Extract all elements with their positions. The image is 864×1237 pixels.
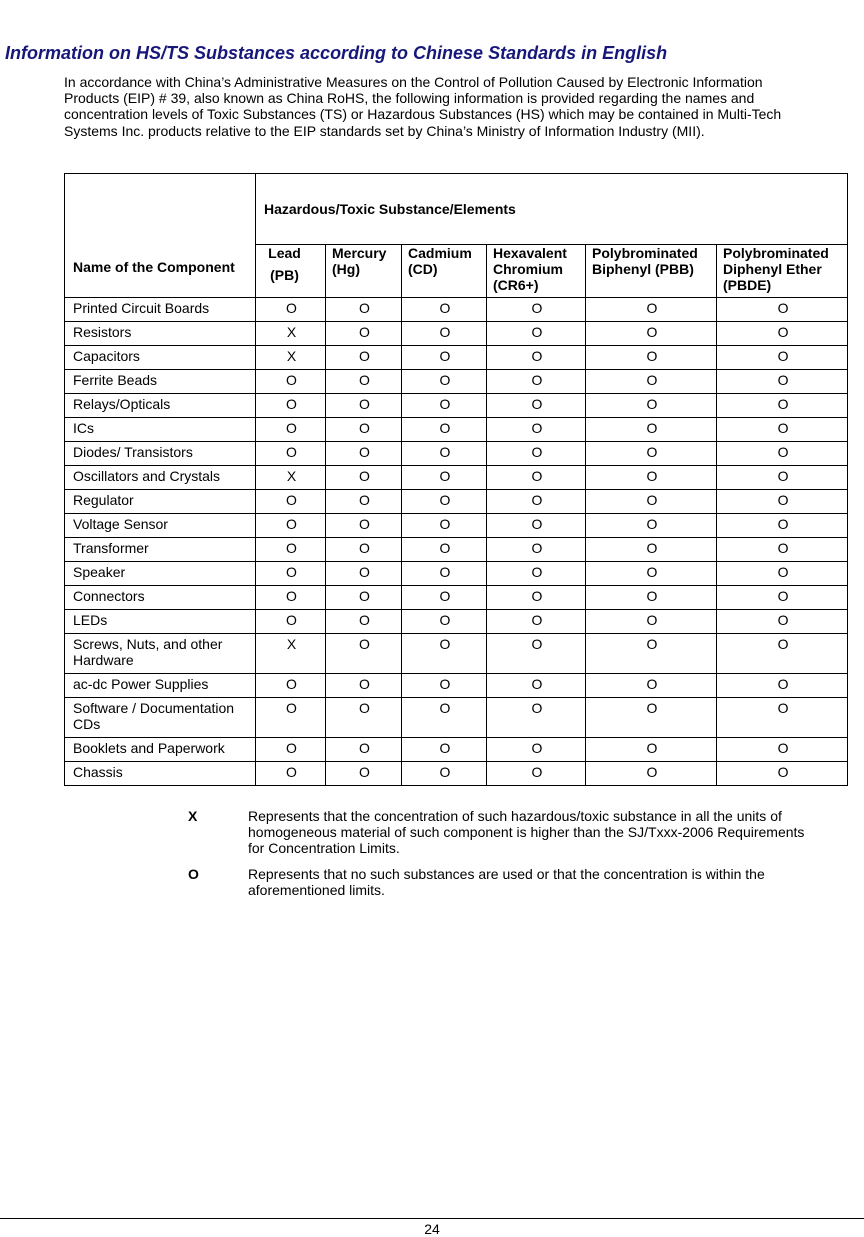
table-row [65, 738, 848, 762]
substance-group-header: Hazardous/Toxic Substance/Elements [256, 174, 848, 245]
table-row [65, 610, 848, 634]
substance-mark: O [402, 738, 487, 762]
substance-mark: O [326, 442, 402, 466]
component-name: Capacitors [65, 346, 256, 370]
component-name: Ferrite Beads [65, 370, 256, 394]
column-header-lead-name: Lead [268, 245, 301, 261]
substance-mark: O [717, 634, 848, 674]
table-row [65, 586, 848, 610]
substance-mark: O [717, 394, 848, 418]
substance-mark: O [402, 370, 487, 394]
intro-paragraph: In accordance with China’s Administrative Measures on the Control of Pollution Caused by Electronic Information Products (EIP) # 39, also known as China RoHS, the following information is provided regarding the names and concentration levels of Toxic Substances (TS) or Hazardous Substances (HS) which may be contained in Multi-Tech Systems Inc. products relative to the EIP standards set by China’s Ministry of Information Industry (MII). [64, 74, 782, 139]
column-header-pbb: Polybrominated Biphenyl (PBB) [586, 245, 717, 298]
substance-mark: O [402, 698, 487, 738]
table-row [65, 562, 848, 586]
substance-mark: O [586, 738, 717, 762]
component-name: Voltage Sensor [65, 514, 256, 538]
substance-mark: O [487, 586, 586, 610]
substance-mark: O [586, 698, 717, 738]
substance-mark: O [487, 674, 586, 698]
legend-symbol: X [188, 808, 198, 824]
substance-mark: O [487, 562, 586, 586]
substance-mark: O [326, 322, 402, 346]
substance-mark: O [326, 634, 402, 674]
substance-mark: O [717, 442, 848, 466]
substance-mark: O [326, 466, 402, 490]
substance-mark: O [586, 674, 717, 698]
substance-mark: O [586, 418, 717, 442]
legend-text: Represents that no such substances are used or that the concentration is within the aforementioned limits. [248, 866, 765, 898]
component-name: Booklets and Paperwork [65, 738, 256, 762]
substance-mark: O [487, 298, 586, 322]
substance-mark: O [487, 346, 586, 370]
substance-mark: O [402, 610, 487, 634]
substance-mark: O [586, 346, 717, 370]
substance-mark: O [402, 538, 487, 562]
substance-mark: O [487, 634, 586, 674]
table-row [65, 370, 848, 394]
substance-mark: O [586, 442, 717, 466]
substance-mark: X [256, 322, 326, 346]
substance-mark: O [586, 586, 717, 610]
substance-mark: O [256, 370, 326, 394]
substance-mark: O [402, 762, 487, 786]
substance-mark: O [326, 586, 402, 610]
substance-mark: O [402, 442, 487, 466]
substance-mark: O [326, 562, 402, 586]
legend-item-o [188, 866, 828, 898]
substance-mark: O [717, 298, 848, 322]
footer-divider [0, 1218, 864, 1219]
table-row [65, 538, 848, 562]
substance-mark: O [326, 674, 402, 698]
substance-mark: O [326, 346, 402, 370]
substance-mark: O [586, 610, 717, 634]
substance-mark: O [326, 490, 402, 514]
table-row [65, 346, 848, 370]
table-row [65, 466, 848, 490]
substance-mark: O [487, 322, 586, 346]
substance-mark: O [256, 562, 326, 586]
substance-mark: O [717, 698, 848, 738]
component-name: ac-dc Power Supplies [65, 674, 256, 698]
substance-mark: O [717, 346, 848, 370]
column-header-pbde: Polybrominated Diphenyl Ether (PBDE) [717, 245, 848, 298]
substance-mark: O [326, 538, 402, 562]
substance-mark: O [402, 562, 487, 586]
component-name: LEDs [65, 610, 256, 634]
substance-mark: O [487, 538, 586, 562]
substance-mark: O [402, 514, 487, 538]
column-header-lead-symbol: (PB) [270, 267, 299, 283]
substance-mark: O [256, 610, 326, 634]
substance-mark: O [487, 418, 586, 442]
substance-mark: O [487, 738, 586, 762]
substance-mark: O [717, 490, 848, 514]
substance-mark: O [256, 442, 326, 466]
table-row [65, 418, 848, 442]
substance-mark: O [717, 610, 848, 634]
component-header: Name of the Component [65, 174, 256, 298]
component-name: Software / Documentation CDs [65, 698, 256, 738]
substance-mark: O [487, 610, 586, 634]
table-row [65, 298, 848, 322]
component-name: ICs [65, 418, 256, 442]
substance-mark: O [326, 610, 402, 634]
component-name: Connectors [65, 586, 256, 610]
substance-mark: O [586, 514, 717, 538]
substance-mark: O [717, 586, 848, 610]
substance-mark: O [256, 674, 326, 698]
substance-mark: O [326, 698, 402, 738]
page-heading: Information on HS/TS Substances according to Chinese Standards in English [5, 43, 668, 63]
substance-mark: O [586, 394, 717, 418]
substance-mark: O [487, 514, 586, 538]
substance-mark: O [402, 466, 487, 490]
substance-mark: O [256, 698, 326, 738]
substance-mark: O [326, 394, 402, 418]
component-name: Screws, Nuts, and other Hardware [65, 634, 256, 674]
substance-mark: O [717, 762, 848, 786]
column-header-hexavalent-chromium: Hexavalent Chromium (CR6+) [487, 245, 586, 298]
substance-mark: O [256, 490, 326, 514]
substance-mark: O [717, 562, 848, 586]
component-name: Speaker [65, 562, 256, 586]
table-row [65, 698, 848, 738]
substance-mark: O [487, 442, 586, 466]
table-row [65, 514, 848, 538]
substance-mark: O [256, 394, 326, 418]
substance-mark: O [487, 490, 586, 514]
substance-mark: O [717, 674, 848, 698]
substance-mark: O [256, 738, 326, 762]
substance-mark: O [402, 346, 487, 370]
component-name: Printed Circuit Boards [65, 298, 256, 322]
substance-mark: O [256, 586, 326, 610]
column-header-mercury: Mercury (Hg) [326, 245, 402, 298]
table-row [65, 442, 848, 466]
substance-mark: O [487, 370, 586, 394]
substance-mark: O [586, 762, 717, 786]
substance-mark: O [256, 298, 326, 322]
substance-mark: X [256, 346, 326, 370]
column-header-lead [256, 245, 326, 298]
substance-mark: O [402, 298, 487, 322]
table-row [65, 762, 848, 786]
component-name: Transformer [65, 538, 256, 562]
substance-mark: O [717, 538, 848, 562]
substance-mark: O [402, 586, 487, 610]
page-number: 24 [424, 1221, 440, 1237]
substance-mark: O [326, 762, 402, 786]
substance-mark: O [586, 466, 717, 490]
substance-mark: O [586, 298, 717, 322]
substance-mark: O [326, 738, 402, 762]
table-row [65, 674, 848, 698]
substance-mark: O [402, 674, 487, 698]
component-name: Resistors [65, 322, 256, 346]
legend [188, 808, 828, 908]
substance-mark: O [487, 698, 586, 738]
legend-text: Represents that the concentration of such hazardous/toxic substance in all the units of homogeneous material of such component is higher than the SJ/Txxx-2006 Requirements for Concentration Limits. [248, 808, 805, 856]
component-name: Chassis [65, 762, 256, 786]
substance-mark: O [586, 490, 717, 514]
table-row [65, 634, 848, 674]
substance-mark: O [717, 514, 848, 538]
legend-symbol: O [188, 866, 199, 882]
substance-mark: O [256, 538, 326, 562]
substance-mark: X [256, 634, 326, 674]
substance-mark: O [487, 394, 586, 418]
substance-mark: O [402, 634, 487, 674]
substance-mark: O [487, 466, 586, 490]
table-row [65, 490, 848, 514]
component-name: Relays/Opticals [65, 394, 256, 418]
component-name: Oscillators and Crystals [65, 466, 256, 490]
substance-mark: O [256, 514, 326, 538]
substance-mark: O [717, 738, 848, 762]
substance-mark: X [256, 466, 326, 490]
substance-mark: O [256, 418, 326, 442]
substance-mark: O [326, 514, 402, 538]
table-row [65, 322, 848, 346]
substance-mark: O [717, 418, 848, 442]
substance-mark: O [586, 322, 717, 346]
substance-mark: O [717, 466, 848, 490]
substance-mark: O [586, 562, 717, 586]
component-name: Diodes/ Transistors [65, 442, 256, 466]
substance-mark: O [717, 370, 848, 394]
substances-table [64, 173, 848, 786]
legend-item-x [188, 808, 828, 856]
column-header-cadmium: Cadmium (CD) [402, 245, 487, 298]
substance-mark: O [326, 370, 402, 394]
substance-mark: O [402, 490, 487, 514]
substance-mark: O [256, 762, 326, 786]
substance-mark: O [326, 298, 402, 322]
substance-mark: O [487, 762, 586, 786]
table-row [65, 394, 848, 418]
component-name: Regulator [65, 490, 256, 514]
substance-mark: O [326, 418, 402, 442]
substance-mark: O [717, 322, 848, 346]
substance-mark: O [586, 538, 717, 562]
substance-mark: O [402, 394, 487, 418]
substance-mark: O [586, 370, 717, 394]
substances-table-body [65, 298, 848, 786]
substance-mark: O [402, 322, 487, 346]
substance-mark: O [586, 634, 717, 674]
substance-mark: O [402, 418, 487, 442]
